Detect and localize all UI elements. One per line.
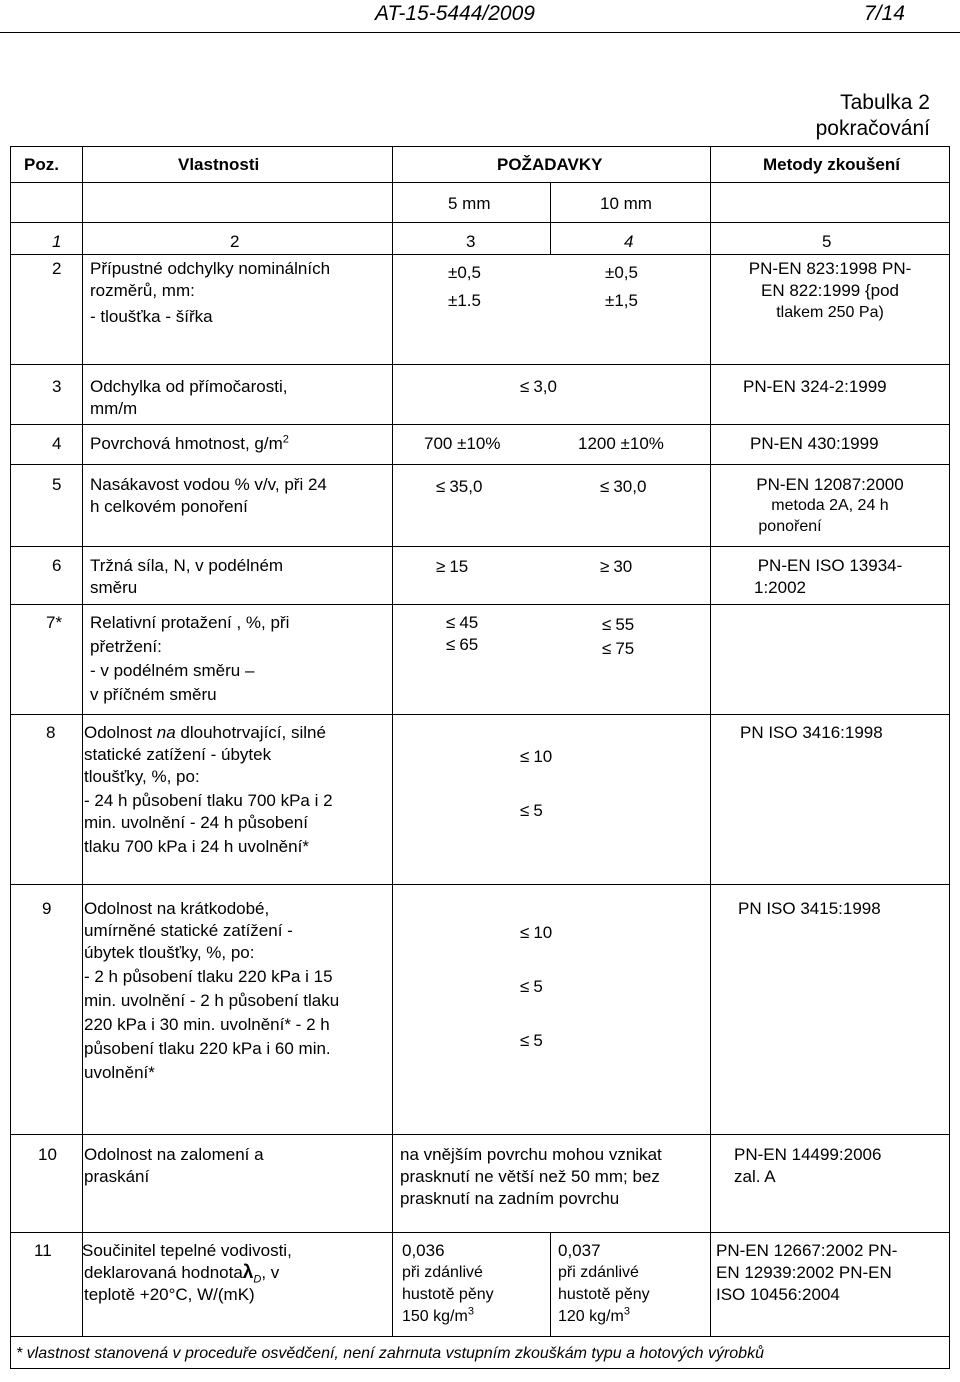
row5-value-5mm: ≤ 35,0 xyxy=(436,476,482,498)
row10-value-line3: prasknutí na zadním povrchu xyxy=(400,1189,620,1208)
row10-property-line2: praskání xyxy=(84,1167,150,1186)
row7-property-line2: přetržení: xyxy=(90,637,162,656)
row7-value-5mm-1: ≤ 45 xyxy=(446,612,478,634)
row8-property-line4: - 24 h působení tlaku 700 kPa i 2 xyxy=(84,791,333,810)
row11-property-after: , v xyxy=(261,1263,280,1282)
grid-line xyxy=(550,1232,551,1336)
row2-poz: 2 xyxy=(52,259,62,278)
row7-value-10mm-1: ≤ 55 xyxy=(602,614,634,636)
row2-method-line3: tlakem 250 Pa) xyxy=(776,304,884,321)
row2-value-5mm-1: ±0,5 xyxy=(448,263,481,282)
row11-value-10mm-4-text: 120 kg/m xyxy=(558,1308,624,1325)
grid-line xyxy=(10,364,950,365)
row8-property-line3: tloušťky, %, po: xyxy=(84,767,200,786)
grid-line xyxy=(10,1336,950,1337)
col-header-poz: Poz. xyxy=(24,155,59,174)
col-number-5: 5 xyxy=(822,232,832,251)
row5-poz: 5 xyxy=(52,475,62,494)
caption-line-2: pokračování xyxy=(815,117,930,140)
row11-value-5mm-2: při zdánlivé xyxy=(402,1264,483,1281)
col-header-vlastnosti: Vlastnosti xyxy=(178,155,260,174)
row8-property-line5: min. uvolnění - 24 h působení xyxy=(84,813,308,832)
grid-line xyxy=(949,146,950,1368)
row4-value-10mm: 1200 ±10% xyxy=(578,434,664,453)
row2-method-line1: PN-EN 823:1998 PN- xyxy=(748,259,912,278)
page-header-page-number: 7/14 xyxy=(864,2,905,25)
row2-value-5mm-2: ±1.5 xyxy=(448,291,481,310)
row5-method-line3: ponoření xyxy=(758,518,822,535)
row4-property-text: Povrchová hmotnost, g/m xyxy=(90,434,283,453)
caption-line-1: Tabulka 2 xyxy=(840,91,930,114)
row8-property-text-a: Odolnost xyxy=(84,723,157,742)
header-rule xyxy=(0,32,960,33)
grid-line xyxy=(10,464,950,465)
row11-method-line3: ISO 10456:2004 xyxy=(716,1285,840,1304)
row8-property-line1 xyxy=(84,722,326,744)
col-number-2: 2 xyxy=(230,232,240,251)
row9-property-line4: - 2 h působení tlaku 220 kPa i 15 xyxy=(84,967,333,986)
row10-property-line1: Odolnost na zalomení a xyxy=(84,1145,264,1164)
col-header-metody: Metody zkoušení xyxy=(763,155,900,174)
grid-line xyxy=(392,146,393,1336)
lambda-symbol: λ xyxy=(242,1262,254,1283)
row9-property-line7: působení tlaku 220 kPa i 60 min. xyxy=(84,1039,331,1058)
row5-method-line1: PN-EN 12087:2000 xyxy=(756,475,904,494)
row6-method-line2: 1:2002 xyxy=(754,578,806,597)
row6-method-line1: PN-EN ISO 13934- xyxy=(757,556,903,575)
row7-value-10mm-2: ≤ 75 xyxy=(602,638,634,660)
row11-poz: 11 xyxy=(34,1241,52,1260)
row11-value-5mm-1: 0,036 xyxy=(402,1241,445,1260)
row2-value-10mm-1: ±0,5 xyxy=(605,263,638,282)
row9-value-3: ≤ 5 xyxy=(520,1030,543,1052)
row11-value-10mm-1: 0,037 xyxy=(558,1241,601,1260)
row9-property-line5: min. uvolnění - 2 h působení tlaku xyxy=(84,991,340,1010)
row11-property-line3: teplotě +20°C, W/(mK) xyxy=(84,1285,255,1304)
col-header-pozadavky: POŽADAVKY xyxy=(497,155,603,174)
row7-property-line3: - v podélném směru – xyxy=(90,661,255,680)
col-number-3: 3 xyxy=(466,232,476,251)
grid-line xyxy=(10,604,950,605)
row4-property-sup: 2 xyxy=(282,433,289,446)
row8-property-text-na: na xyxy=(156,723,176,742)
row11-value-10mm-3: hustotě pěny xyxy=(558,1286,650,1303)
row6-property-line1: Tržná síla, N, v podélném xyxy=(90,556,284,575)
row7-property-line1: Relativní protažení , %, při xyxy=(90,613,290,632)
row4-method: PN-EN 430:1999 xyxy=(750,434,879,453)
row6-value-10mm: ≥ 30 xyxy=(600,556,632,578)
row9-property-line1: Odolnost na krátkodobé, xyxy=(84,899,270,918)
row2-value-10mm-2: ±1,5 xyxy=(605,291,638,310)
row10-poz: 10 xyxy=(38,1145,57,1164)
col-number-4: 4 xyxy=(624,232,634,251)
row8-poz: 8 xyxy=(46,723,56,742)
row5-property-line1: Nasákavost vodou % v/v, při 24 xyxy=(90,475,327,494)
row11-value-10mm-sup: 3 xyxy=(623,1305,630,1318)
page-header-doc-id: AT-15-5444/2009 xyxy=(375,2,535,25)
row4-poz: 4 xyxy=(52,434,62,453)
row8-value-2: ≤ 5 xyxy=(520,800,543,822)
grid-line xyxy=(82,146,83,1336)
row3-value: ≤ 3,0 xyxy=(520,376,557,398)
row11-method-line2: EN 12939:2002 PN-EN xyxy=(716,1263,892,1282)
row11-value-5mm-sup: 3 xyxy=(467,1305,474,1318)
col-header-10mm: 10 mm xyxy=(600,194,652,213)
row6-value-5mm: ≥ 15 xyxy=(436,556,468,578)
row6-poz: 6 xyxy=(52,556,62,575)
row2-property-line2: rozměrů, mm: xyxy=(90,281,195,300)
grid-line xyxy=(710,146,711,1336)
col-number-1: 1 xyxy=(52,232,62,251)
row9-poz: 9 xyxy=(42,899,52,918)
table-footnote: * vlastnost stanovená v proceduře osvědčení, není zahrnuta vstupním zkouškám typu a hotových výrobků xyxy=(16,1345,764,1362)
row9-property-line8: uvolnění* xyxy=(84,1063,155,1082)
row11-value-10mm-4 xyxy=(558,1306,630,1328)
grid-line xyxy=(550,182,551,254)
row3-poz: 3 xyxy=(52,377,62,396)
row4-value-5mm: 700 ±10% xyxy=(424,434,501,453)
grid-line xyxy=(10,1368,950,1369)
row9-value-1: ≤ 10 xyxy=(520,922,552,944)
row5-value-10mm: ≤ 30,0 xyxy=(600,476,646,498)
col-header-5mm: 5 mm xyxy=(448,194,491,213)
grid-line xyxy=(10,1232,950,1233)
row8-method: PN ISO 3416:1998 xyxy=(740,723,883,742)
row11-value-5mm-4-text: 150 kg/m xyxy=(402,1308,468,1325)
grid-line xyxy=(10,222,950,223)
row8-property-line6: tlaku 700 kPa i 24 h uvolnění* xyxy=(84,837,309,856)
row4-property xyxy=(90,433,289,455)
grid-line xyxy=(10,1134,950,1135)
row11-method-line1: PN-EN 12667:2002 PN- xyxy=(716,1241,898,1260)
row9-property-line2: umírněné statické zatížení - xyxy=(84,921,293,940)
row3-property-line1: Odchylka od přímočarosti, xyxy=(90,377,288,396)
row3-method: PN-EN 324-2:1999 xyxy=(743,377,887,396)
row9-property-line3: úbytek tloušťky, %, po: xyxy=(84,943,255,962)
row2-property-line3: - tloušťka - šířka xyxy=(90,307,213,326)
row7-property-line4: v příčném směru xyxy=(90,685,217,704)
grid-line xyxy=(10,424,950,425)
row11-value-5mm-3: hustotě pěny xyxy=(402,1286,494,1303)
grid-line xyxy=(10,182,950,183)
grid-line xyxy=(10,146,950,147)
row11-property-line1: Součinitel tepelné vodivosti, xyxy=(82,1241,292,1260)
row10-method-line2: zal. A xyxy=(734,1167,776,1186)
grid-line xyxy=(10,254,950,255)
row11-value-10mm-2: při zdánlivé xyxy=(558,1264,639,1281)
grid-line xyxy=(10,546,950,547)
row10-method-line1: PN-EN 14499:2006 xyxy=(734,1145,882,1164)
row10-value-line1: na vnějším povrchu mohou vznikat xyxy=(400,1145,662,1164)
row3-property-line2: mm/m xyxy=(90,399,138,418)
lambda-subscript: D xyxy=(253,1273,262,1286)
row11-property-text: deklarovaná hodnota xyxy=(84,1263,243,1282)
grid-line xyxy=(10,714,950,715)
row8-property-line2: statické zatížení - úbytek xyxy=(84,745,272,764)
row8-property-text-b: dlouhotrvající, silné xyxy=(175,723,326,742)
row8-value-1: ≤ 10 xyxy=(520,746,552,768)
grid-line xyxy=(10,146,11,1368)
row7-poz: 7* xyxy=(46,613,63,632)
row5-property-line2: h celkovém ponoření xyxy=(90,497,248,516)
grid-line xyxy=(10,884,950,885)
row9-value-2: ≤ 5 xyxy=(520,976,543,998)
row11-value-5mm-4 xyxy=(402,1306,474,1328)
row2-property-line1: Přípustné odchylky nominálních xyxy=(90,259,331,278)
row7-value-5mm-2: ≤ 65 xyxy=(446,634,478,656)
row10-value-line2: prasknutí ne větší než 50 mm; bez xyxy=(400,1167,660,1186)
row5-method-line2: metoda 2A, 24 h xyxy=(771,497,889,514)
row6-property-line2: směru xyxy=(90,578,138,597)
row9-property-line6: 220 kPa i 30 min. uvolnění* - 2 h xyxy=(84,1015,330,1034)
table-caption xyxy=(816,90,930,142)
row9-method: PN ISO 3415:1998 xyxy=(738,899,881,918)
row2-method-line2: EN 822:1999 {pod xyxy=(760,281,899,300)
